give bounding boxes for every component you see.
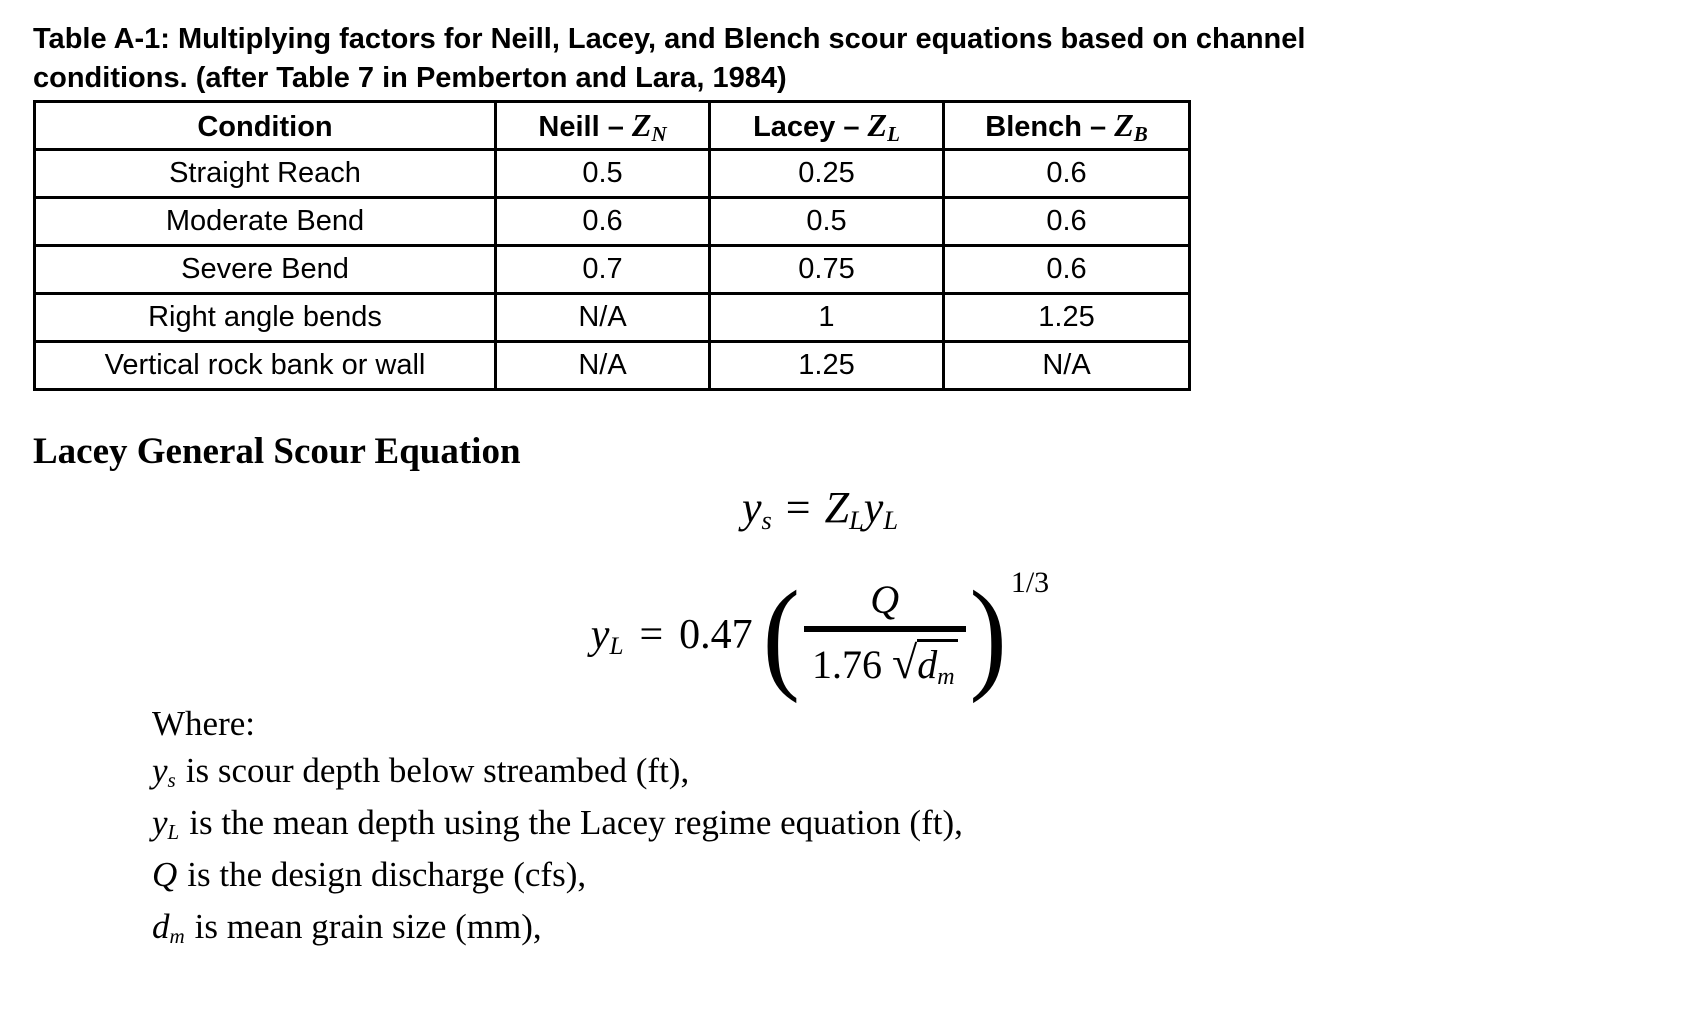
header-label: Neill –	[538, 111, 632, 143]
header-symbol: Z	[1114, 107, 1134, 143]
table-caption	[33, 20, 1663, 98]
blench-value-cell: 1.25	[944, 294, 1190, 342]
blench-value-cell: 0.6	[944, 246, 1190, 294]
open-parenthesis: (	[762, 565, 800, 705]
close-parenthesis: )	[969, 565, 1007, 705]
table-row	[35, 342, 1190, 390]
neill-value-cell: 0.6	[496, 198, 710, 246]
header-symbol: Z	[631, 107, 652, 143]
section-heading: Lacey General Scour Equation	[33, 431, 521, 472]
condition-cell: Severe Bend	[35, 246, 496, 294]
radicand	[917, 639, 957, 691]
math-variable: y	[863, 483, 884, 532]
table-caption-line1: Table A-1: Multiplying factors for Neill, Lacey, and Blench scour equations based on channel	[33, 23, 1306, 55]
math-subscript: s	[167, 768, 176, 793]
definition-text: is mean grain size (mm),	[194, 907, 542, 946]
header-symbol: Z	[867, 107, 888, 143]
math-subscript: L	[883, 504, 899, 535]
table-row	[35, 294, 1190, 342]
square-root-sign: √	[891, 637, 918, 689]
math-subscript: s	[761, 504, 772, 535]
definition-text: is the mean depth using the Lacey regime equation (ft),	[189, 803, 963, 842]
math-variable: y	[152, 751, 168, 790]
table-caption-line2: conditions. (after Table 7 in Pemberton and Lara, 1984)	[33, 62, 787, 94]
condition-cell: Straight Reach	[35, 150, 496, 198]
math-subscript: L	[609, 633, 624, 661]
lacey-value-cell: 0.25	[710, 150, 944, 198]
neill-value-cell: 0.7	[496, 246, 710, 294]
scour-factors-table	[33, 100, 1191, 391]
neill-value-cell: N/A	[496, 294, 710, 342]
math-variable: y	[590, 612, 610, 658]
math-variable: y	[741, 483, 762, 532]
lacey-regime-equation	[0, 560, 1640, 710]
blench-value-cell: 0.6	[944, 198, 1190, 246]
lacey-value-cell: 0.5	[710, 198, 944, 246]
condition-cell: Moderate Bend	[35, 198, 496, 246]
neill-value-cell: N/A	[496, 342, 710, 390]
lacey-value-cell: 0.75	[710, 246, 944, 294]
definition-line	[152, 903, 963, 955]
math-variable: Z	[824, 483, 850, 532]
header-subscript: N	[651, 122, 667, 147]
math-variable: d	[917, 642, 938, 688]
math-subscript: m	[169, 924, 185, 949]
column-header-condition	[35, 102, 496, 150]
math-subscript: L	[849, 504, 864, 535]
table-row	[35, 150, 1190, 198]
math-variable: Q	[152, 855, 178, 894]
exponent: 1/3	[1010, 566, 1050, 599]
lacey-value-cell: 1.25	[710, 342, 944, 390]
math-variable: y	[152, 803, 168, 842]
header-label: Condition	[197, 111, 333, 143]
column-header-blench	[944, 102, 1190, 150]
header-label: Lacey –	[753, 111, 868, 143]
coefficient: 0.47	[679, 612, 753, 658]
where-label: Where:	[152, 704, 255, 743]
header-subscript: B	[1133, 122, 1148, 147]
table-row	[35, 246, 1190, 294]
column-header-lacey	[710, 102, 944, 150]
fraction	[804, 579, 966, 691]
neill-value-cell: 0.5	[496, 150, 710, 198]
table-row	[35, 198, 1190, 246]
fraction-numerator	[858, 579, 911, 626]
definition-text: is scour depth below streambed (ft),	[185, 751, 690, 790]
definition-line	[152, 747, 963, 799]
table-header-row	[35, 102, 1190, 150]
math-variable: Q	[870, 577, 900, 623]
equals-sign: =	[639, 612, 664, 658]
condition-cell: Right angle bends	[35, 294, 496, 342]
equals-sign: =	[785, 483, 811, 532]
definition-line	[152, 851, 963, 903]
definition-text: is the design discharge (cfs),	[187, 855, 587, 894]
blench-value-cell: N/A	[944, 342, 1190, 390]
scour-depth-equation	[0, 483, 1640, 538]
where-block	[152, 700, 963, 955]
column-header-neill	[496, 102, 710, 150]
equation-body	[591, 560, 1049, 710]
lacey-value-cell: 1	[710, 294, 944, 342]
coefficient: 1.76	[811, 642, 882, 688]
condition-cell: Vertical rock bank or wall	[35, 342, 496, 390]
math-subscript: L	[167, 820, 180, 845]
blench-value-cell: 0.6	[944, 150, 1190, 198]
header-subscript: L	[887, 122, 900, 147]
header-label: Blench –	[985, 111, 1115, 143]
math-subscript: m	[937, 664, 955, 691]
math-variable: d	[152, 907, 170, 946]
math-variable-group	[591, 611, 624, 659]
definition-line	[152, 799, 963, 851]
fraction-denominator	[804, 626, 966, 691]
